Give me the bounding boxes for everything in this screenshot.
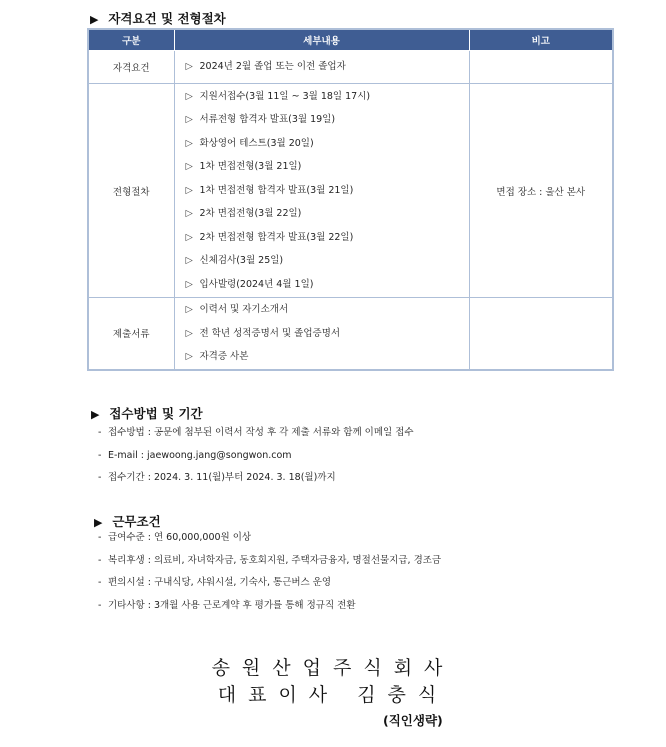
list-item: ▷ 2차 면접전형 합격자 발표(3월 22일): [186, 226, 469, 250]
hollow-triangle-icon: ▷: [185, 304, 193, 315]
list-item: ▷ 1차 면접전형(3월 21일): [186, 155, 469, 179]
section-title-application: [91, 404, 203, 422]
ceo-name: 대표이사 김충식: [217, 684, 449, 706]
category-cell: 전형절차: [88, 84, 174, 298]
triangle-bullet-icon: ▶: [90, 13, 99, 26]
list-item: - 접수방법 : 공문에 첨부된 이력서 작성 후 각 제출 서류와 함께 이메일 접수: [98, 427, 414, 438]
section-title-text: 접수방법 및 기간: [109, 406, 203, 421]
list-item: ▷ 입사발령(2024년 4월 1일): [186, 273, 469, 297]
list-item: - 복리후생 : 의료비, 자녀학자금, 동호회지원, 주택자금융자, 명절선물지급, 경조금: [98, 554, 442, 566]
list-item: ▷ 1차 면접전형 합격자 발표(3월 21일): [186, 179, 469, 203]
list-item: ▷ 2차 면접전형(3월 22일): [186, 202, 469, 226]
header-category: 구분: [88, 29, 174, 51]
category-cell: 자격요건: [88, 51, 174, 84]
details-cell: [174, 51, 469, 84]
hollow-triangle-icon: ▷: [185, 90, 193, 102]
list-item: ▷ 신체검사(3월 25일): [186, 249, 469, 273]
triangle-bullet-icon: ▶: [94, 516, 103, 529]
hollow-triangle-icon: ▷: [185, 61, 193, 73]
list-item: - E-mail : jaewoong.jang@songwon.com: [98, 449, 292, 461]
requirements-table: [87, 28, 614, 371]
list-item: - 편의시설 : 구내식당, 샤워시설, 기숙사, 통근버스 운영: [98, 577, 332, 588]
remarks-cell: [469, 51, 613, 84]
hollow-triangle-icon: ▷: [185, 184, 193, 196]
table-header-row: [88, 29, 613, 51]
section-title-text: 자격요건 및 전형절차: [108, 11, 226, 26]
section-title-requirements: [90, 9, 226, 27]
hollow-triangle-icon: ▷: [185, 161, 193, 173]
list-item: ▷ 화상영어 테스트(3월 20일): [186, 132, 469, 156]
category-cell: 제출서류: [88, 298, 174, 370]
hollow-triangle-icon: ▷: [185, 137, 193, 149]
remarks-cell: 면접 장소 : 울산 본사: [469, 84, 613, 298]
list-item: ▷ 서류전형 합격자 발표(3월 19일): [186, 108, 469, 132]
remarks-cell: [469, 298, 613, 370]
header-remarks: 비고: [469, 29, 613, 51]
list-item: ▷ 전 학년 성적증명서 및 졸업증명서: [186, 322, 469, 346]
company-name: 송원산업주식회사: [211, 657, 455, 679]
application-list: [98, 422, 414, 490]
section-title-text: 근무조건: [112, 514, 161, 529]
hollow-triangle-icon: ▷: [185, 114, 193, 126]
table-row: [88, 84, 613, 298]
hollow-triangle-icon: ▷: [185, 231, 193, 243]
conditions-list: [98, 527, 441, 617]
email-text: E-mail : jaewoong.jang@songwon.com: [108, 449, 292, 461]
list-item: ▷ 2024년 2월 졸업 또는 이전 졸업자: [186, 55, 469, 79]
hollow-triangle-icon: ▷: [185, 327, 193, 339]
details-cell: [174, 84, 469, 298]
hollow-triangle-icon: ▷: [185, 278, 193, 290]
table-row: [88, 298, 613, 370]
hollow-triangle-icon: ▷: [185, 208, 193, 220]
triangle-bullet-icon: ▶: [91, 408, 100, 421]
list-item: ▷ 이력서 및 자기소개서: [186, 298, 469, 322]
hollow-triangle-icon: ▷: [185, 255, 193, 267]
list-item: - 접수기간 : 2024. 3. 11(월)부터 2024. 3. 18(월)까지: [98, 472, 336, 483]
table-row: [88, 51, 613, 84]
list-item: - 기타사항 : 3개월 사용 근로계약 후 평가를 통해 정규직 전환: [98, 599, 356, 611]
list-item: ▷ 자격증 사본: [186, 345, 469, 369]
list-item: ▷ 지원서접수(3월 11일 ~ 3월 18일 17시): [186, 85, 469, 109]
header-details: 세부내용: [174, 29, 469, 51]
hollow-triangle-icon: ▷: [185, 351, 193, 362]
list-item: - 급여수준 : 연 60,000,000원 이상: [98, 532, 252, 543]
details-cell: [174, 298, 469, 370]
seal-omitted-note: (직인생략): [383, 713, 443, 728]
